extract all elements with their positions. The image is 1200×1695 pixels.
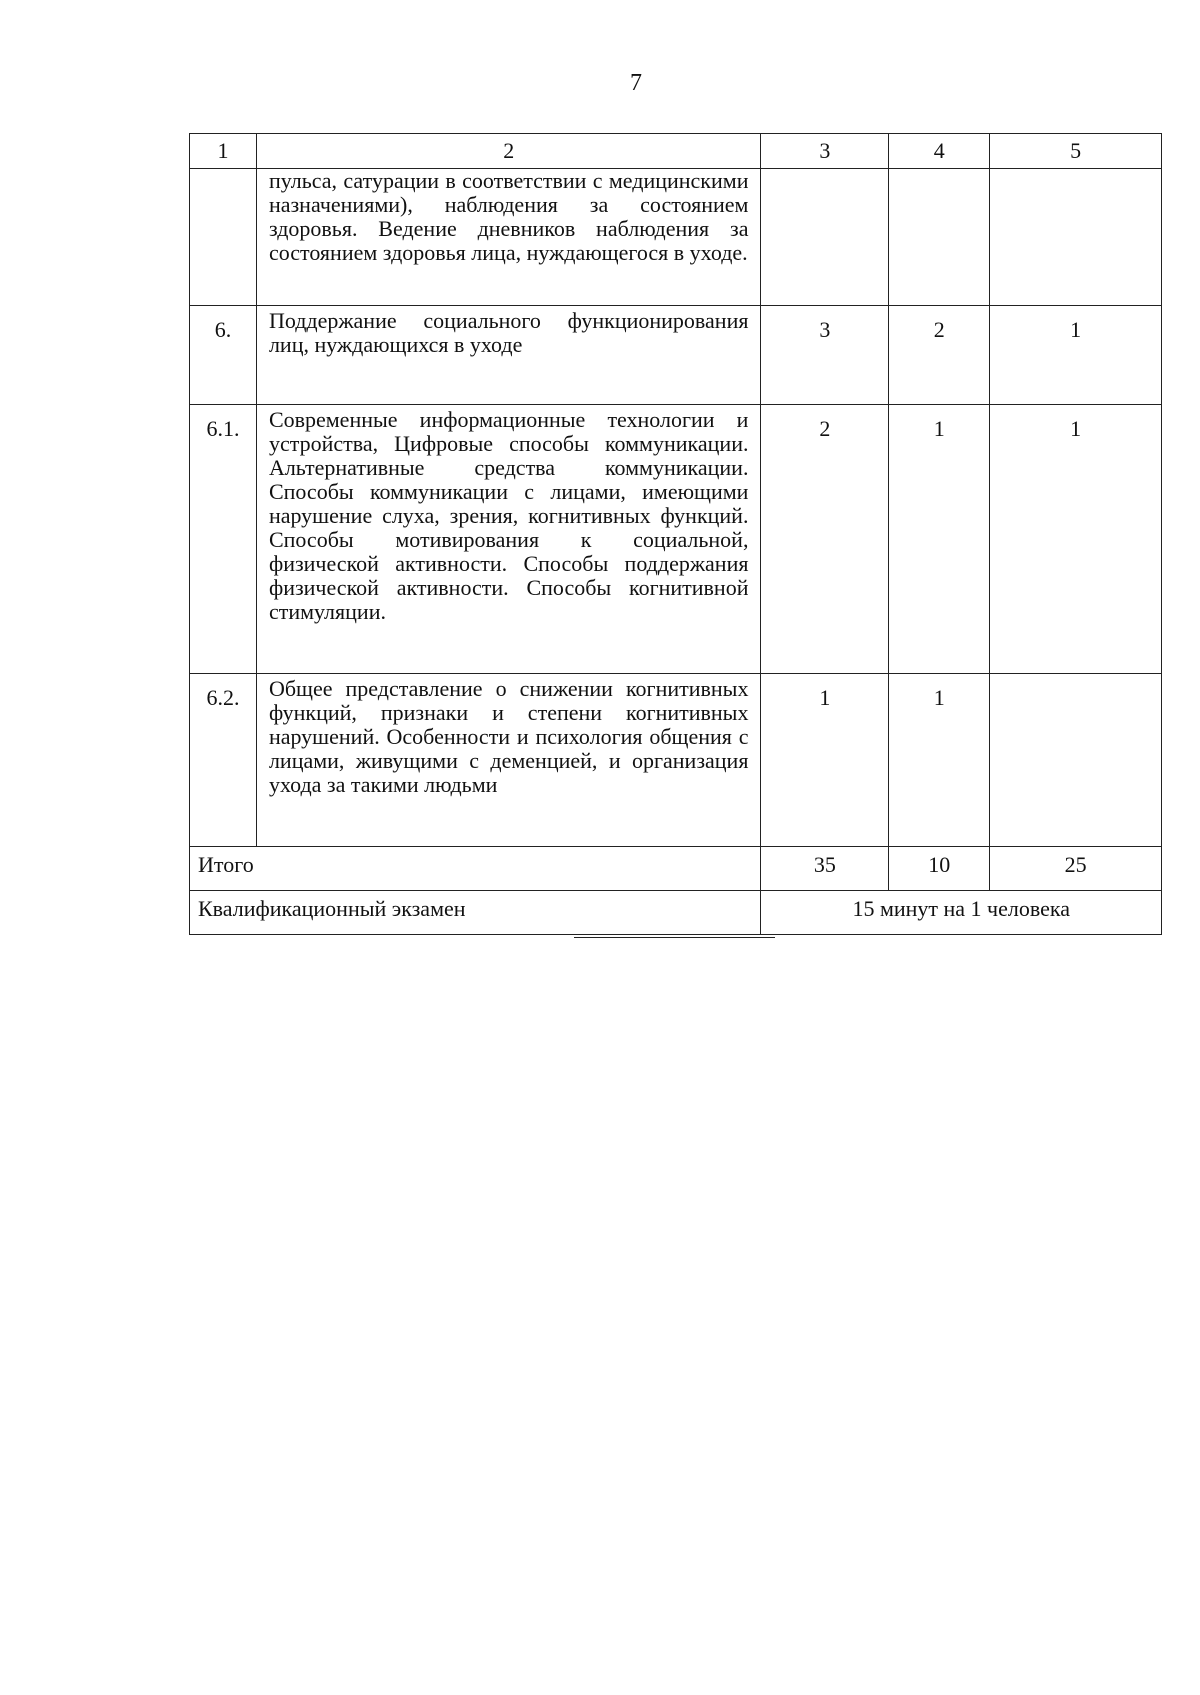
row-text: Поддержание социального функционирования лиц, нуждающихся в уходе [256,306,761,405]
end-of-document-rule [574,937,775,938]
total-label: Итого [190,847,761,891]
row-theory: 1 [889,405,990,674]
row-total: 3 [761,306,889,405]
total-theory: 10 [889,847,990,891]
header-cell-2: 2 [256,134,761,169]
page-number: 7 [630,70,642,96]
row-total [761,169,889,306]
exam-row [190,891,1162,935]
table-row-continuation [190,169,1162,306]
row-theory: 1 [889,674,990,847]
table-row [190,674,1162,847]
row-text: Общее представление о снижении когнитивных функций, признаки и степени когнитивных нарушений. Особенности и психология общения с лицами, живущими с деменцией, и организация ухода за такими людьми [256,674,761,847]
row-practice [990,169,1162,306]
curriculum-table [189,133,1162,935]
row-theory [889,169,990,306]
row-number [190,169,257,306]
row-number: 6.1. [190,405,257,674]
row-number: 6.2. [190,674,257,847]
row-total: 1 [761,674,889,847]
header-cell-1: 1 [190,134,257,169]
row-practice [990,674,1162,847]
row-text: пульса, сатурации в соответствии с медицинскими назначениями), наблюдения за состоянием здоровья. Ведение дневников наблюдения за состоянием здоровья лица, нуждающегося в уходе. [256,169,761,306]
row-total: 2 [761,405,889,674]
row-practice: 1 [990,405,1162,674]
total-row [190,847,1162,891]
total-practice: 25 [990,847,1162,891]
row-number: 6. [190,306,257,405]
row-theory: 2 [889,306,990,405]
row-practice: 1 [990,306,1162,405]
table-row [190,405,1162,674]
header-cell-3: 3 [761,134,889,169]
exam-label: Квалификационный экзамен [190,891,761,935]
header-cell-4: 4 [889,134,990,169]
table-header-row [190,134,1162,169]
exam-duration: 15 минут на 1 человека [761,891,1162,935]
row-text: Современные информационные технологии и устройства, Цифровые способы коммуникации. Альтернативные средства коммуникации. Способы коммуникации с лицами, имеющими нарушение слуха, зрения, когнитивных функций. Способы мотивирования к социальной, физической активности. Способы поддержания физической активности. Способы когнитивной стимуляции. [256,405,761,674]
total-hours: 35 [761,847,889,891]
header-cell-5: 5 [990,134,1162,169]
table-row [190,306,1162,405]
